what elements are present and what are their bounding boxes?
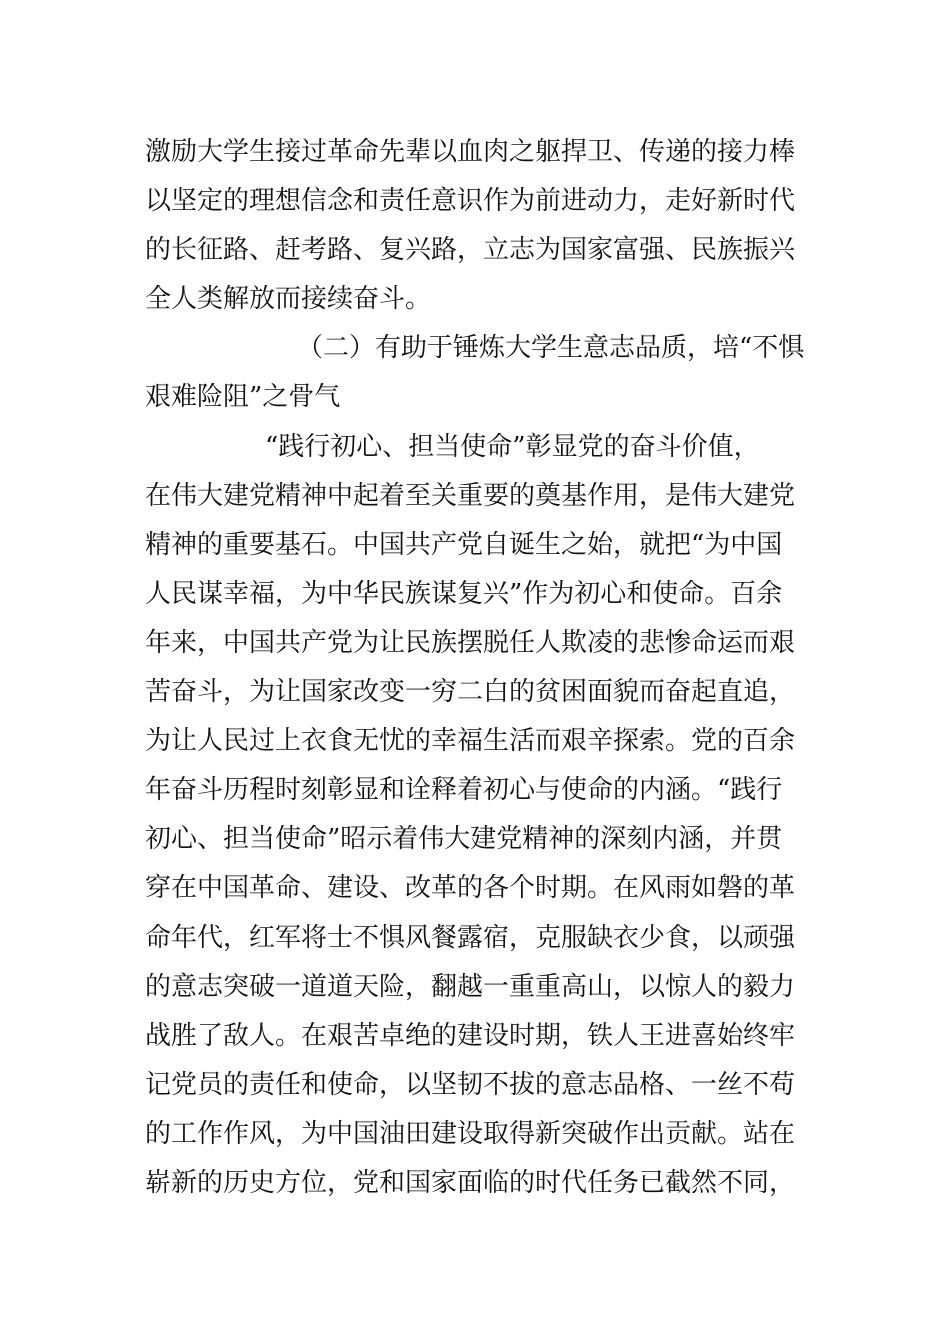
text-line: 初心、担当使命”昭示着伟大建党精神的深刻内涵，并贯 [145,824,783,855]
paragraph-start: “践行初心、担当使命”彰显党的奋斗价值， [265,431,760,462]
text-line: 穿在中国革命、建设、改革的各个时期。在风雨如磐的革 [145,873,796,904]
text-line: 以坚定的理想信念和责任意识作为前进动力，走好新时代 [145,186,796,217]
text-line: 崭新的历史方位，党和国家面临的时代任务已截然不同， [145,1167,796,1198]
text-line: 的长征路、赶考路、复兴路，立志为国家富强、民族振兴 [145,235,796,266]
text-line: 战胜了敌人。在艰苦卓绝的建设时期，铁人王进喜始终牢 [145,1020,796,1051]
text-line: 人民谋幸福，为中华民族谋复兴”作为初心和使命。百余 [145,578,783,609]
text-line: 苦奋斗，为让国家改变一穷二白的贫困面貌而奋起直追， [145,677,796,708]
text-line: 为让人民过上衣食无忧的幸福生活而艰辛探索。党的百余 [145,726,796,757]
text-line: 激励大学生接过革命先辈以血肉之躯捍卫、传递的接力棒 [145,137,796,167]
body-text [145,128,815,1208]
text-line: 在伟大建党精神中起着至关重要的奠基作用，是伟大建党 [145,480,796,511]
text-line: 精神的重要基石。中国共产党自诞生之始，就把“为中国 [145,529,783,560]
text-line: 全人类解放而接续奋斗。 [145,284,432,315]
text-line: 的意志突破一道道天险，翻越一重重高山，以惊人的毅力 [145,971,796,1002]
section-heading: （二）有助于锤炼大学生意志品质，培“不惧 [297,333,805,364]
text-line: 记党员的责任和使命，以坚韧不拔的意志品格、一丝不苟 [145,1069,796,1100]
text-line: 年奋斗历程时刻彰显和诠释着初心与使命的内涵。“践行 [145,775,783,806]
section-heading-continued: 艰难险阻”之骨气 [145,382,341,413]
text-line: 命年代，红军将士不惧风餐露宿，克服缺衣少食，以顽强 [145,922,796,953]
text-line: 的工作作风，为中国油田建设取得新突破作出贡献。站在 [145,1118,796,1149]
text-line: 年来，中国共产党为让民族摆脱任人欺凌的悲惨命运而艰 [145,627,796,658]
